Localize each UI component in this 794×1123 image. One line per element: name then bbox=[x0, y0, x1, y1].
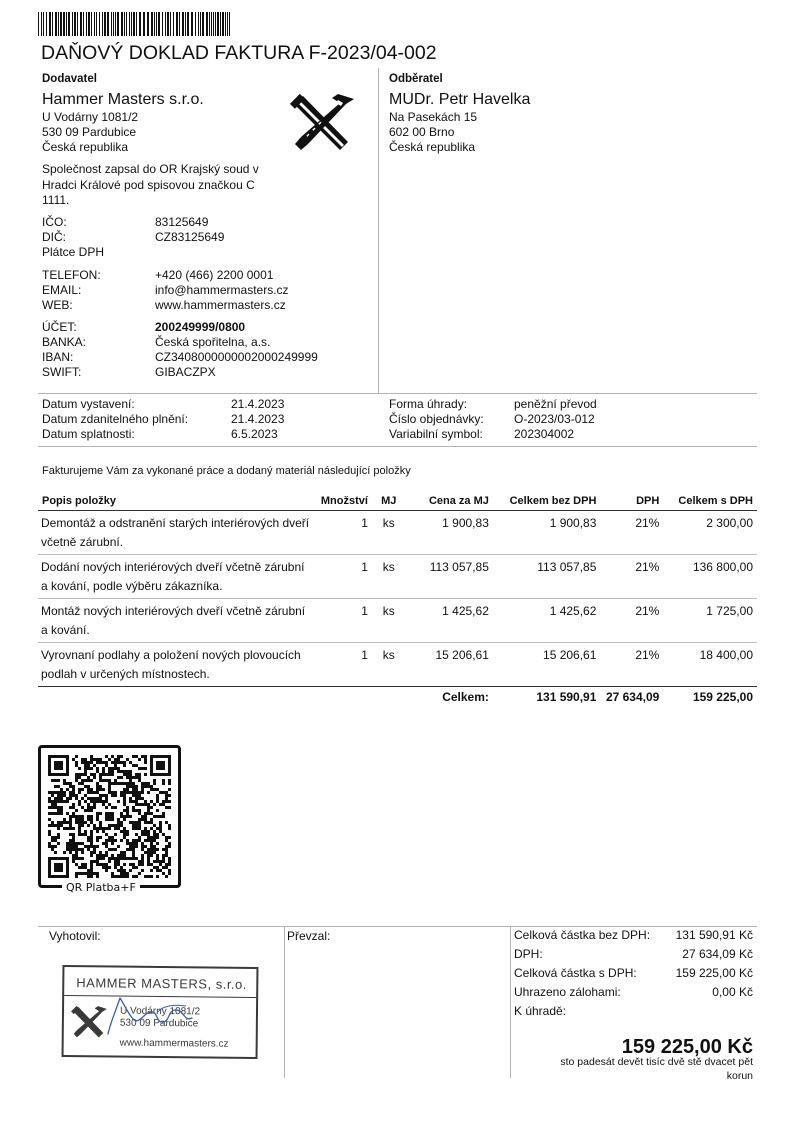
web-value: www.hammermasters.cz bbox=[155, 298, 286, 312]
iban-value: CZ3408000000002000249999 bbox=[155, 350, 318, 364]
divider bbox=[284, 926, 285, 1078]
received-by-label: Převzal: bbox=[287, 929, 331, 943]
registry-note: Společnost zapsal do OR Krajský soud v Hradci Králové pod spisovou značkou C 1111. bbox=[42, 162, 259, 207]
company-logo-icon bbox=[288, 90, 356, 156]
table-row bbox=[38, 555, 757, 599]
item-description: Vyrovnaní podlahy a položení nových plovoucích podlah v určených místnostech. bbox=[38, 643, 314, 687]
table-row bbox=[38, 511, 757, 555]
table-row bbox=[38, 643, 757, 687]
prepared-by-label: Vyhotovil: bbox=[49, 929, 101, 943]
variable-symbol-label: Variabilní symbol: bbox=[389, 427, 483, 441]
supplier-ids bbox=[42, 215, 362, 260]
dic-value: CZ83125649 bbox=[155, 230, 225, 244]
dic-label: DIČ: bbox=[42, 230, 66, 244]
item-description: Demontáž a odstranění starých interiérových dveří včetně zárubní. bbox=[38, 511, 314, 555]
col-vat: DPH bbox=[600, 493, 663, 511]
item-vat: 21% bbox=[600, 643, 663, 687]
phone-label: TELEFON: bbox=[42, 268, 101, 282]
item-net: 1 425,62 bbox=[493, 599, 601, 643]
supplier-country: Česká republika bbox=[42, 140, 129, 154]
customer-country: Česká republika bbox=[389, 140, 476, 154]
supplier-address bbox=[42, 110, 138, 155]
stamp-street: U Vodárny 1081/2 bbox=[119, 1005, 201, 1018]
supplier-bank bbox=[42, 320, 362, 380]
supplier-street: U Vodárny 1081/2 bbox=[42, 110, 139, 124]
col-gross-total: Celkem s DPH bbox=[663, 493, 757, 511]
total-vat: 27 634,09 bbox=[605, 690, 660, 704]
sum-vat-label: DPH: bbox=[514, 947, 543, 961]
item-unit: ks bbox=[372, 511, 406, 555]
item-unit-price: 113 057,85 bbox=[406, 555, 493, 599]
item-quantity: 1 bbox=[314, 511, 372, 555]
document-title: DAŇOVÝ DOKLAD FAKTURA F-2023/04-002 bbox=[41, 42, 437, 64]
bank-value: Česká spořitelna, a.s. bbox=[155, 335, 271, 349]
phone-value: +420 (466) 2200 0001 bbox=[155, 268, 274, 282]
dates-block bbox=[42, 397, 362, 442]
due-date-label: Datum splatnosti: bbox=[42, 427, 135, 441]
customer-heading: Odběratel bbox=[389, 73, 443, 85]
item-description: Montáž nových interiérových dveří včetně zárubní a kování. bbox=[38, 599, 314, 643]
amount-in-words: sto padesát devět tisíc dvě stě dvacet pět korun bbox=[560, 1056, 753, 1082]
col-description: Popis položky bbox=[38, 493, 314, 511]
taxable-date-label: Datum zdanitelného plnění: bbox=[42, 412, 189, 426]
sum-due-label: K úhradě: bbox=[514, 1004, 567, 1018]
ico-label: IČO: bbox=[42, 215, 67, 229]
item-vat: 21% bbox=[600, 511, 663, 555]
customer-city: 602 00 Brno bbox=[389, 125, 455, 139]
customer-street: Na Pasekách 15 bbox=[389, 110, 478, 124]
items-table bbox=[38, 493, 757, 709]
order-number-value: O-2023/03-012 bbox=[514, 412, 595, 426]
sum-gross-label: Celková částka s DPH: bbox=[514, 966, 637, 980]
email-label: EMAIL: bbox=[42, 283, 82, 297]
amount-due: 159 225,00 Kč bbox=[621, 1036, 753, 1058]
swift-value: GIBACZPX bbox=[155, 365, 216, 379]
ico-value: 83125649 bbox=[155, 215, 209, 229]
total-net: 131 590,91 bbox=[536, 690, 597, 704]
divider bbox=[38, 446, 757, 447]
payment-method-label: Forma úhrady: bbox=[389, 397, 468, 411]
sum-net-label: Celková částka bez DPH: bbox=[514, 928, 651, 942]
variable-symbol-value: 202304002 bbox=[514, 427, 575, 441]
total-label: Celkem: bbox=[442, 690, 489, 704]
item-vat: 21% bbox=[600, 599, 663, 643]
item-gross: 2 300,00 bbox=[663, 511, 757, 555]
total-gross: 159 225,00 bbox=[692, 690, 753, 704]
stamp-company: HAMMER MASTERS, s.r.o. bbox=[76, 975, 248, 992]
summary-block bbox=[514, 926, 753, 1021]
issue-date-label: Datum vystavení: bbox=[42, 397, 135, 411]
col-unit: MJ bbox=[372, 493, 406, 511]
sum-vat-value: 27 634,09 Kč bbox=[682, 947, 753, 961]
item-quantity: 1 bbox=[314, 643, 372, 687]
swift-label: SWIFT: bbox=[42, 365, 82, 379]
item-quantity: 1 bbox=[314, 599, 372, 643]
sum-deposit-value: 0,00 Kč bbox=[712, 985, 753, 999]
qr-label: QR Platba+F bbox=[62, 881, 140, 894]
table-header-row bbox=[38, 493, 757, 511]
col-net-total: Celkem bez DPH bbox=[493, 493, 601, 511]
item-quantity: 1 bbox=[314, 555, 372, 599]
column-divider bbox=[378, 68, 379, 393]
bank-label: BANKA: bbox=[42, 335, 87, 349]
qr-code-icon bbox=[48, 755, 171, 878]
vat-payer: Plátce DPH bbox=[42, 245, 105, 259]
signature-icon bbox=[100, 990, 200, 1040]
item-gross: 136 800,00 bbox=[663, 555, 757, 599]
item-net: 113 057,85 bbox=[493, 555, 601, 599]
qr-payment-frame bbox=[38, 745, 181, 888]
barcode bbox=[38, 12, 233, 36]
item-net: 15 206,61 bbox=[493, 643, 601, 687]
item-vat: 21% bbox=[600, 555, 663, 599]
sum-net-value: 131 590,91 Kč bbox=[675, 928, 753, 942]
customer-address bbox=[389, 110, 477, 155]
account-value: 200249999/0800 bbox=[155, 320, 246, 334]
item-gross: 18 400,00 bbox=[663, 643, 757, 687]
item-unit: ks bbox=[372, 555, 406, 599]
item-unit-price: 1 900,83 bbox=[406, 511, 493, 555]
item-unit-price: 15 206,61 bbox=[406, 643, 493, 687]
email-value: info@hammermasters.cz bbox=[155, 283, 289, 297]
item-unit: ks bbox=[372, 599, 406, 643]
due-date-value: 6.5.2023 bbox=[231, 427, 278, 441]
intro-text: Fakturujeme Vám za vykonané práce a dodaný materiál následující položky bbox=[42, 465, 411, 477]
supplier-heading: Dodavatel bbox=[42, 73, 97, 85]
stamp-city: 530 09 Pardubice bbox=[119, 1017, 199, 1030]
customer-name: MUDr. Petr Havelka bbox=[389, 91, 531, 108]
table-row bbox=[38, 599, 757, 643]
taxable-date-value: 21.4.2023 bbox=[231, 412, 285, 426]
iban-label: IBAN: bbox=[42, 350, 74, 364]
divider bbox=[38, 393, 757, 394]
table-total-row bbox=[38, 687, 757, 710]
web-label: WEB: bbox=[42, 298, 73, 312]
payment-method-value: peněžní převod bbox=[514, 397, 597, 411]
col-quantity: Množství bbox=[314, 493, 372, 511]
payment-block bbox=[389, 397, 749, 442]
sum-gross-value: 159 225,00 Kč bbox=[675, 966, 753, 980]
account-label: ÚČET: bbox=[42, 320, 77, 334]
item-unit-price: 1 425,62 bbox=[406, 599, 493, 643]
order-number-label: Číslo objednávky: bbox=[389, 412, 484, 426]
stamp-web: www.hammermasters.cz bbox=[119, 1037, 229, 1050]
item-description: Dodání nových interiérových dveří včetně zárubní a kování, podle výběru zákazníka. bbox=[38, 555, 314, 599]
supplier-name: Hammer Masters s.r.o. bbox=[42, 91, 204, 108]
supplier-contacts bbox=[42, 268, 362, 313]
sum-deposit-label: Uhrazeno zálohami: bbox=[514, 985, 621, 999]
issue-date-value: 21.4.2023 bbox=[231, 397, 285, 411]
item-gross: 1 725,00 bbox=[663, 599, 757, 643]
col-unit-price: Cena za MJ bbox=[406, 493, 493, 511]
item-unit: ks bbox=[372, 643, 406, 687]
divider bbox=[510, 926, 511, 1078]
supplier-city: 530 09 Pardubice bbox=[42, 125, 137, 139]
item-net: 1 900,83 bbox=[493, 511, 601, 555]
